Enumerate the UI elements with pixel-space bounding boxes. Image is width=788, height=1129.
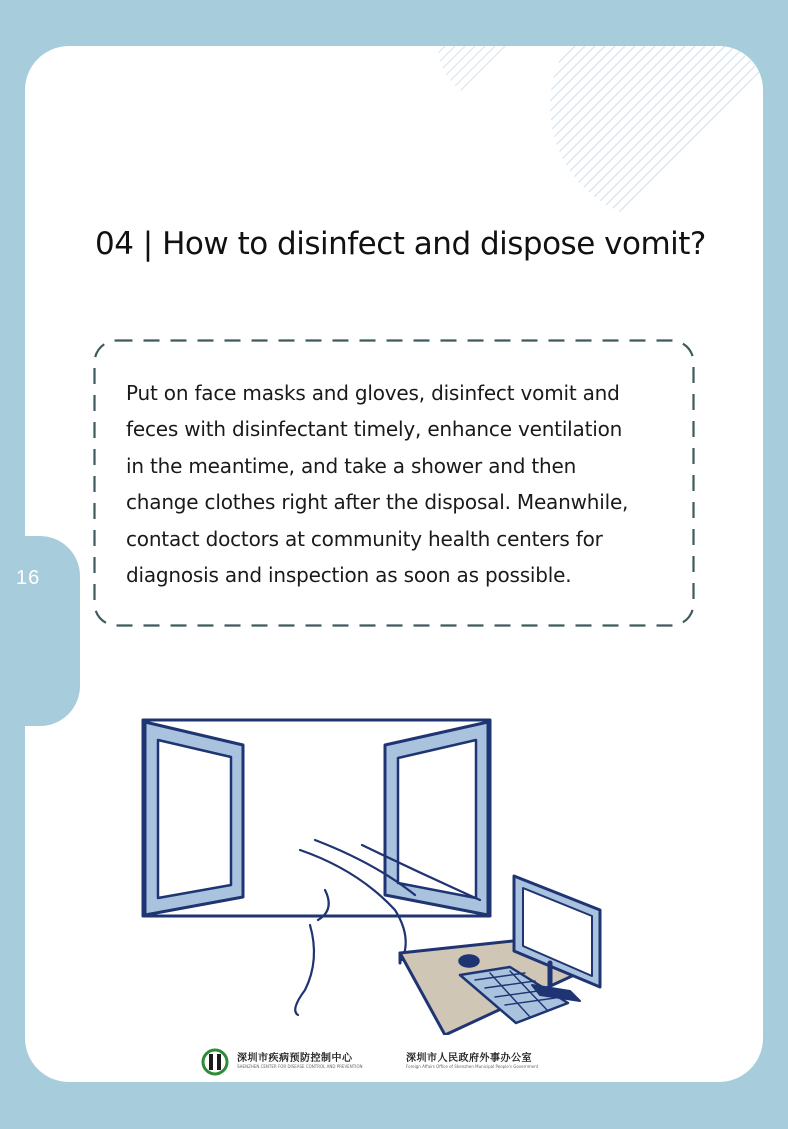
foreign-affairs-name-english: Foreign Affairs Office of Shenzhen Municipal People's Government [406, 1064, 539, 1069]
page-number-tab [25, 536, 80, 726]
instruction-box [93, 339, 695, 627]
footer-logos [200, 1045, 580, 1080]
cdc-name-english: SHENZHEN CENTER FOR DISEASE CONTROL AND PREVENTION [237, 1064, 363, 1069]
page-number: 16 [16, 567, 41, 589]
computer-mouse [459, 955, 479, 967]
ventilation-illustration [130, 705, 630, 1035]
cdc-logo-icon [200, 1048, 230, 1076]
decorative-stripes [25, 46, 763, 306]
cdc-name-chinese: 深圳市疾病预防控制中心 [237, 1053, 353, 1064]
page-title: 04 | How to disinfect and dispose vomit? [95, 226, 706, 262]
instruction-text: Put on face masks and gloves, disinfect vomit and feces with disinfectant timely, enhance ventilation in the meantime, and take a shower and then change clothes right after the disposal. Meanwhile, contact doctors at community health centers for diagnosis and inspection as soon as possible. [126, 381, 629, 588]
foreign-affairs-name-chinese: 深圳市人民政府外事办公室 [406, 1053, 532, 1064]
